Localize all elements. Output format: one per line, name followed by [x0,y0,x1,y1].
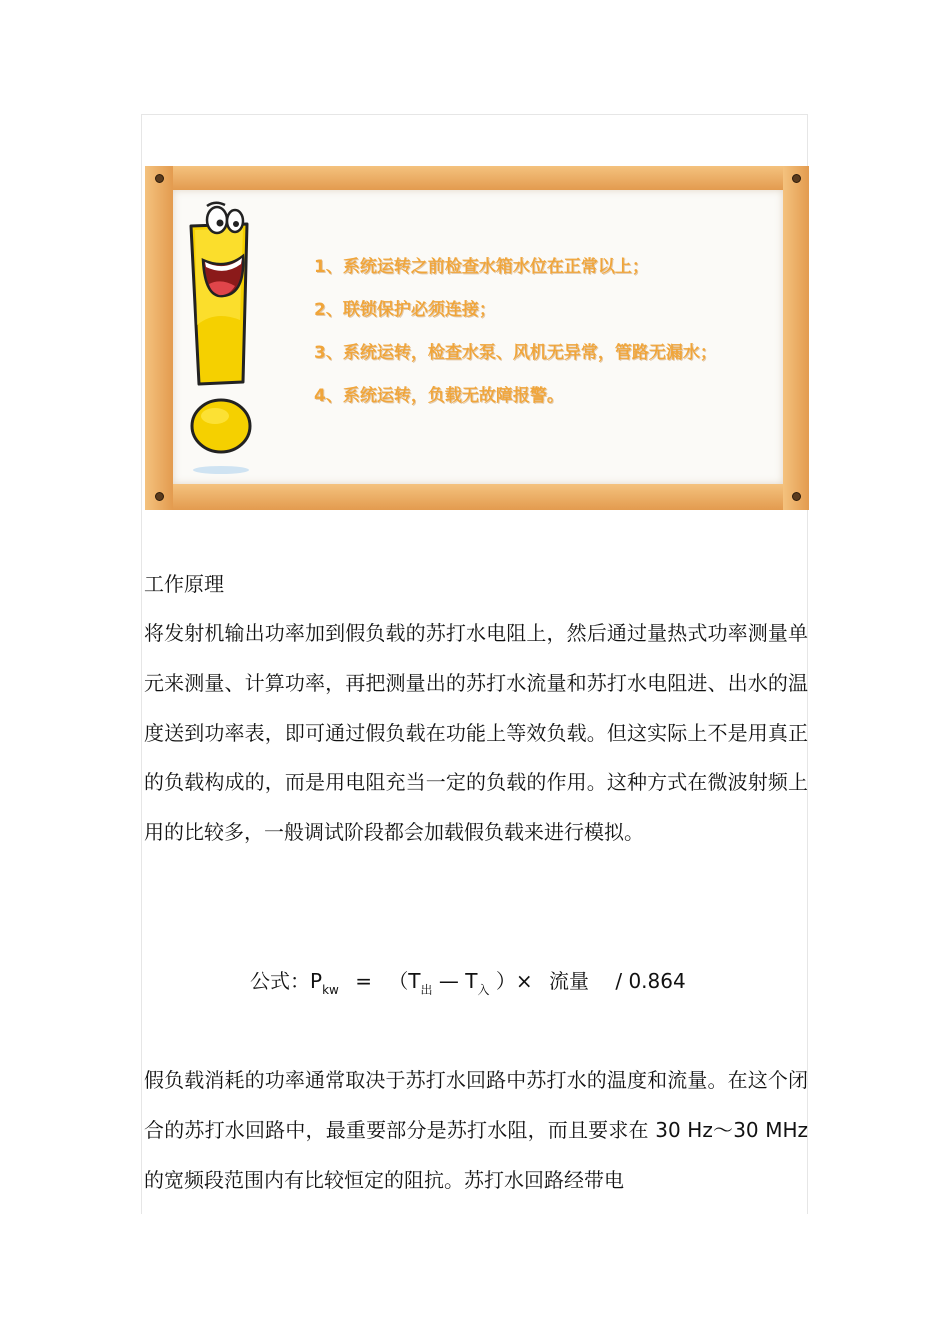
board-rail-right [783,166,809,510]
formula-out-subscript: 出 [420,983,433,997]
notice-list [314,252,717,424]
paragraph-principle: 将发射机输出功率加到假负载的苏打水电阻上，然后通过量热式功率测量单元来测量、计算功率，再把测量出的苏打水流量和苏打水电阻进、出水的温度送到功率表，即可通过假负载在功能上等效负载。但这实际上不是用真正的负载构成的，而是用电阻充当一定的负载的作用。这种方式在微波射频上用的比较多，一般调试阶段都会加载假负载来进行模拟。 [144,621,808,845]
board-rail-top [145,166,809,190]
notice-item: 2、联锁保护必须连接； [314,300,496,320]
board-rail-left [145,166,173,510]
notice-item: 3、系统运转，检查水泵、风机无异常，管路无漏水； [314,343,717,363]
screw-icon [155,174,164,183]
formula-prefix: 公式：P [250,969,323,993]
exclamation-mascot-icon [185,200,265,480]
formula-minus: — T [438,969,478,993]
notice-item: 4、系统运转，负载无故障报警。 [314,386,564,406]
formula-close: ）× [495,969,533,993]
power-formula [250,964,686,1007]
formula-in-subscript: 入 [477,983,490,997]
section-title: 工作原理 [144,572,224,596]
formula-open: （T [388,969,421,993]
board-rail-bottom [145,484,809,510]
screw-icon [155,492,164,501]
formula-p-subscript: kw [322,983,339,997]
formula-flow: 流量 [548,969,589,993]
screw-icon [792,174,801,183]
screw-icon [792,492,801,501]
formula-equals: = [355,969,372,993]
notice-item: 1、系统运转之前检查水箱水位在正常以上； [314,257,649,277]
formula-divide: / 0.864 [615,969,686,993]
paragraph-power: 假负载消耗的功率通常取决于苏打水回路中苏打水的温度和流量。在这个闭合的苏打水回路中，最重要部分是苏打水阻，而且要求在 30 Hz～30 MHz 的宽频段范围内有比较恒定的阻抗。苏打水回路经带电 [144,1068,808,1192]
